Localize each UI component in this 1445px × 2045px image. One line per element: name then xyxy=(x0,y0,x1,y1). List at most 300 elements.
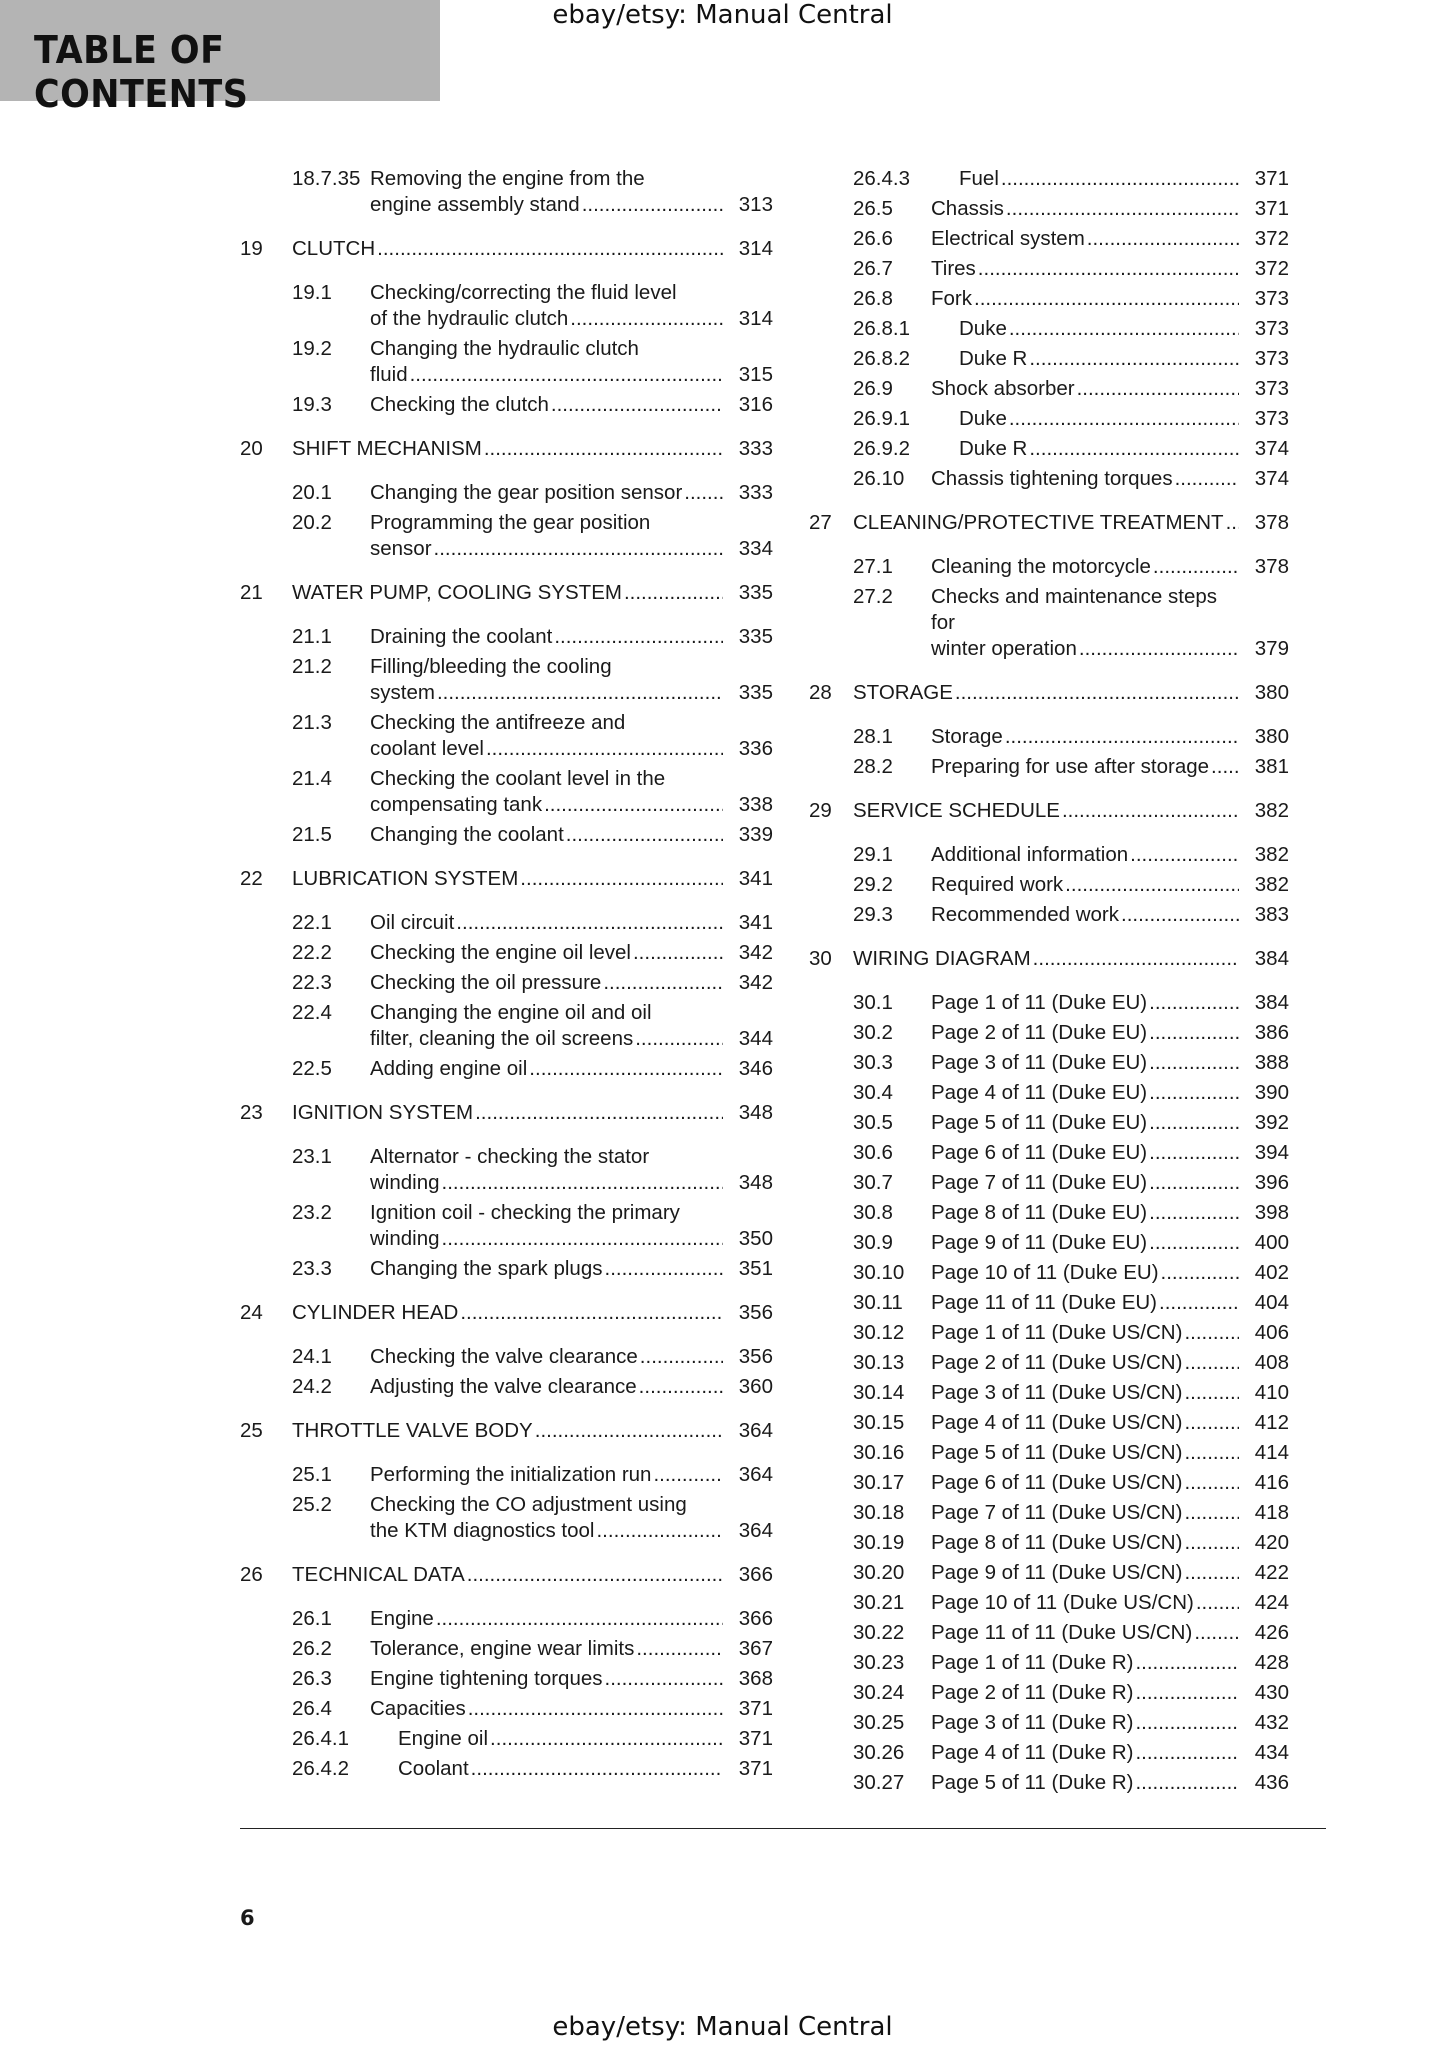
dot-leader xyxy=(570,306,723,332)
toc-section-entry[interactable] xyxy=(801,1170,1289,1196)
toc-entry-title: Engine xyxy=(370,1607,434,1630)
toc-entry-number: 30.22 xyxy=(853,1621,905,1644)
dot-leader xyxy=(1009,316,1239,342)
toc-entry-number: 22.2 xyxy=(292,941,332,964)
toc-entry-title: compensating tank xyxy=(370,793,543,816)
toc-chapter-entry[interactable] xyxy=(242,866,773,892)
toc-entry-number: 19.1 xyxy=(292,281,332,304)
toc-entry-page: 408 xyxy=(1254,1351,1289,1374)
dot-leader xyxy=(1033,946,1239,972)
toc-entry-number: 30.16 xyxy=(853,1441,905,1464)
toc-entry-page: 350 xyxy=(738,1227,773,1250)
dot-leader xyxy=(434,536,723,562)
dot-leader xyxy=(442,1226,723,1252)
toc-section-entry[interactable] xyxy=(801,1380,1289,1406)
toc-entry-title: SERVICE SCHEDULE xyxy=(853,799,1060,822)
toc-entry-title: Required work xyxy=(931,873,1064,896)
toc-entry-title: Page 1 of 11 (Duke US/CN) xyxy=(931,1321,1183,1344)
toc-entry-page: 378 xyxy=(1254,555,1289,578)
dot-leader xyxy=(554,624,723,650)
toc-entry-number: 24 xyxy=(240,1301,263,1324)
toc-entry-title: Checking the CO adjustment using xyxy=(370,1493,687,1516)
toc-entry-number: 26.4.1 xyxy=(292,1727,349,1750)
toc-section-entry[interactable] xyxy=(801,554,1289,580)
toc-chapter-entry[interactable] xyxy=(801,510,1289,536)
toc-section-entry[interactable] xyxy=(801,902,1289,928)
toc-section-entry[interactable] xyxy=(242,822,773,848)
dot-leader xyxy=(377,236,723,262)
dot-leader xyxy=(437,680,723,706)
dot-leader xyxy=(471,1756,723,1782)
toc-entry-number: 23.3 xyxy=(292,1257,332,1280)
toc-entry-title: Alternator - checking the stator xyxy=(370,1145,650,1168)
toc-section-entry[interactable] xyxy=(242,480,773,506)
toc-entry-number: 26.9.1 xyxy=(853,407,910,430)
dot-leader xyxy=(1196,1590,1239,1616)
toc-section-entry[interactable] xyxy=(801,584,1289,662)
dot-leader xyxy=(436,1606,723,1632)
toc-entry-number: 24.2 xyxy=(292,1375,332,1398)
dot-leader xyxy=(1211,754,1239,780)
toc-section-entry[interactable] xyxy=(801,1350,1289,1376)
toc-entry-title: Engine oil xyxy=(398,1727,489,1750)
toc-entry-title: Page 4 of 11 (Duke R) xyxy=(931,1741,1134,1764)
toc-entry-number: 30.4 xyxy=(853,1081,893,1104)
toc-left-column xyxy=(242,166,773,1782)
toc-section-entry[interactable] xyxy=(242,1374,773,1400)
toc-entry-title: Page 1 of 11 (Duke R) xyxy=(931,1651,1134,1674)
dot-leader xyxy=(639,1374,723,1400)
toc-entry-number: 22.5 xyxy=(292,1057,332,1080)
toc-entry-title: Checking the valve clearance xyxy=(370,1345,638,1368)
toc-section-entry[interactable] xyxy=(242,710,773,762)
toc-entry-title: Chassis tightening torques xyxy=(931,467,1173,490)
toc-entry-number: 30.5 xyxy=(853,1111,893,1134)
toc-entry-title: Storage xyxy=(931,725,1003,748)
toc-entry-page: 342 xyxy=(738,971,773,994)
dot-leader xyxy=(1077,376,1239,402)
toc-entry-number: 19 xyxy=(240,237,263,260)
toc-entry-number: 20 xyxy=(240,437,263,460)
toc-section-entry[interactable] xyxy=(801,436,1289,462)
toc-section-entry[interactable] xyxy=(242,1636,773,1662)
dot-leader xyxy=(456,910,723,936)
toc-entry-number: 30.24 xyxy=(853,1681,905,1704)
toc-entry-title: Preparing for use after storage xyxy=(931,755,1210,778)
dot-leader xyxy=(1184,1560,1239,1586)
toc-section-entry[interactable] xyxy=(242,1144,773,1196)
toc-entry-title: Capacities xyxy=(370,1697,466,1720)
dot-leader xyxy=(605,1666,723,1692)
toc-entry-number: 25.2 xyxy=(292,1493,332,1516)
toc-entry-page: 424 xyxy=(1254,1591,1289,1614)
toc-entry-page: 366 xyxy=(738,1563,773,1586)
dot-leader xyxy=(1184,1530,1239,1556)
toc-entry-title: Page 2 of 11 (Duke US/CN) xyxy=(931,1351,1183,1374)
toc-entry-page: 390 xyxy=(1254,1081,1289,1104)
toc-entry-page: 356 xyxy=(738,1345,773,1368)
toc-entry-number: 26.4.2 xyxy=(292,1757,349,1780)
dot-leader xyxy=(1135,1710,1239,1736)
dot-leader xyxy=(1149,1230,1239,1256)
toc-entry-number: 27.1 xyxy=(853,555,893,578)
toc-section-entry[interactable] xyxy=(801,376,1289,402)
toc-entry-page: 436 xyxy=(1254,1771,1289,1794)
toc-entry-title: winding xyxy=(370,1227,440,1250)
toc-section-entry[interactable] xyxy=(242,1756,773,1782)
toc-entry-title: Page 10 of 11 (Duke US/CN) xyxy=(931,1591,1194,1614)
toc-chapter-entry[interactable] xyxy=(242,236,773,262)
dot-leader xyxy=(1135,1680,1239,1706)
toc-entry-page: 314 xyxy=(738,307,773,330)
dot-leader xyxy=(653,1462,723,1488)
toc-entry-title: Draining the coolant xyxy=(370,625,553,648)
toc-entry-number: 20.2 xyxy=(292,511,332,534)
dot-leader xyxy=(490,1726,723,1752)
toc-section-entry[interactable] xyxy=(242,1462,773,1488)
toc-entry-title: Page 3 of 11 (Duke EU) xyxy=(931,1051,1148,1074)
toc-section-entry[interactable] xyxy=(801,1230,1289,1256)
dot-leader xyxy=(636,1636,723,1662)
dot-leader xyxy=(633,940,723,966)
toc-section-entry[interactable] xyxy=(801,990,1289,1016)
toc-entry-title: Cleaning the motorcycle xyxy=(931,555,1151,578)
toc-section-entry[interactable] xyxy=(801,1140,1289,1166)
toc-section-entry[interactable] xyxy=(242,1726,773,1752)
dot-leader xyxy=(467,1562,723,1588)
toc-entry-number: 30.1 xyxy=(853,991,893,1014)
toc-entry-number: 30.27 xyxy=(853,1771,905,1794)
toc-entry-title: Page 11 of 11 (Duke EU) xyxy=(931,1291,1158,1314)
toc-section-entry[interactable] xyxy=(801,842,1289,868)
toc-entry-number: 30.3 xyxy=(853,1051,893,1074)
toc-section-entry[interactable] xyxy=(242,1492,773,1544)
toc-entry-page: 374 xyxy=(1254,437,1289,460)
dot-leader xyxy=(624,580,723,606)
toc-section-entry[interactable] xyxy=(801,1530,1289,1556)
toc-entry-page: 341 xyxy=(738,867,773,890)
toc-entry-title: winding xyxy=(370,1171,440,1194)
toc-section-entry[interactable] xyxy=(242,1056,773,1082)
toc-entry-page: 384 xyxy=(1254,991,1289,1014)
toc-entry-number: 30.26 xyxy=(853,1741,905,1764)
toc-section-entry[interactable] xyxy=(242,1200,773,1252)
toc-section-entry[interactable] xyxy=(242,1666,773,1692)
dot-leader xyxy=(1184,1350,1239,1376)
toc-entry-title: TECHNICAL DATA xyxy=(292,1563,465,1586)
toc-entry-title: Page 2 of 11 (Duke R) xyxy=(931,1681,1134,1704)
toc-entry-number: 30.25 xyxy=(853,1711,905,1734)
dot-leader xyxy=(1009,406,1239,432)
dot-leader xyxy=(1159,1290,1239,1316)
toc-entry-title: Page 10 of 11 (Duke EU) xyxy=(931,1261,1159,1284)
toc-entry-number: 26.8.2 xyxy=(853,347,910,370)
toc-section-entry[interactable] xyxy=(801,406,1289,432)
dot-leader xyxy=(1184,1320,1239,1346)
toc-entry-page: 371 xyxy=(1254,167,1289,190)
toc-section-entry[interactable] xyxy=(801,1560,1289,1586)
toc-chapter-entry[interactable] xyxy=(242,1300,773,1326)
toc-entry-page: 432 xyxy=(1254,1711,1289,1734)
toc-entry-title: Page 8 of 11 (Duke US/CN) xyxy=(931,1531,1183,1554)
toc-entry-page: 316 xyxy=(738,393,773,416)
toc-entry-page: 426 xyxy=(1254,1621,1289,1644)
dot-leader xyxy=(1087,226,1239,252)
dot-leader xyxy=(1029,346,1239,372)
toc-entry-page: 382 xyxy=(1254,799,1289,822)
toc-entry-page: 373 xyxy=(1254,287,1289,310)
toc-entry-page: 379 xyxy=(1254,637,1289,660)
toc-entry-title: CYLINDER HEAD xyxy=(292,1301,459,1324)
toc-entry-number: 30.7 xyxy=(853,1171,893,1194)
toc-entry-number: 19.2 xyxy=(292,337,332,360)
toc-section-entry[interactable] xyxy=(242,1256,773,1282)
toc-section-entry[interactable] xyxy=(242,1000,773,1052)
toc-chapter-entry[interactable] xyxy=(801,946,1289,972)
dot-leader xyxy=(551,392,723,418)
toc-section-entry[interactable] xyxy=(801,872,1289,898)
toc-entry-title: Page 3 of 11 (Duke R) xyxy=(931,1711,1134,1734)
dot-leader xyxy=(529,1056,723,1082)
dot-leader xyxy=(582,192,723,218)
toc-chapter-entry[interactable] xyxy=(801,680,1289,706)
toc-entry-number: 21.4 xyxy=(292,767,332,790)
toc-entry-title: winter operation xyxy=(931,637,1077,660)
toc-entry-number: 30.11 xyxy=(853,1291,903,1314)
toc-section-entry[interactable] xyxy=(801,166,1289,192)
toc-entry-title: Checking the coolant level in the xyxy=(370,767,666,790)
toc-entry-number: 23.2 xyxy=(292,1201,332,1224)
toc-entry-page: 430 xyxy=(1254,1681,1289,1704)
toc-section-entry[interactable] xyxy=(801,754,1289,780)
toc-entry-number: 30.23 xyxy=(853,1651,905,1674)
toc-section-entry[interactable] xyxy=(801,1290,1289,1316)
toc-section-entry[interactable] xyxy=(801,226,1289,252)
toc-section-entry[interactable] xyxy=(801,1050,1289,1076)
toc-section-entry[interactable] xyxy=(801,1680,1289,1706)
toc-entry-title: Changing the gear position sensor xyxy=(370,481,683,504)
toc-section-entry[interactable] xyxy=(801,286,1289,312)
dot-leader xyxy=(1005,724,1239,750)
toc-entry-page: 315 xyxy=(738,363,773,386)
toc-section-entry[interactable] xyxy=(242,624,773,650)
toc-section-entry[interactable] xyxy=(242,1344,773,1370)
toc-entry-number: 30.19 xyxy=(853,1531,905,1554)
toc-entry-page: 388 xyxy=(1254,1051,1289,1074)
dot-leader xyxy=(1149,1020,1239,1046)
toc-chapter-entry[interactable] xyxy=(242,580,773,606)
toc-section-entry[interactable] xyxy=(801,256,1289,282)
toc-entry-title: Changing the coolant xyxy=(370,823,564,846)
toc-entry-page: 380 xyxy=(1254,681,1289,704)
toc-entry-title: CLUTCH xyxy=(292,237,376,260)
toc-section-entry[interactable] xyxy=(801,1080,1289,1106)
toc-entry-number: 26.8.1 xyxy=(853,317,910,340)
toc-section-entry[interactable] xyxy=(801,1440,1289,1466)
toc-chapter-entry[interactable] xyxy=(242,436,773,462)
toc-entry-page: 371 xyxy=(738,1727,773,1750)
toc-section-entry[interactable] xyxy=(801,1320,1289,1346)
toc-section-entry[interactable] xyxy=(242,510,773,562)
toc-entry-title: Page 6 of 11 (Duke US/CN) xyxy=(931,1471,1183,1494)
toc-chapter-entry[interactable] xyxy=(801,798,1289,824)
toc-entry-page: 314 xyxy=(738,237,773,260)
dot-leader xyxy=(978,256,1239,282)
toc-entry-number: 26.5 xyxy=(853,197,893,220)
toc-entry-page: 382 xyxy=(1254,873,1289,896)
toc-entry-title: Page 8 of 11 (Duke EU) xyxy=(931,1201,1148,1224)
toc-chapter-entry[interactable] xyxy=(242,1100,773,1126)
toc-entry-title: Checking the clutch xyxy=(370,393,549,416)
toc-entry-title: Checking the oil pressure xyxy=(370,971,602,994)
toc-section-entry[interactable] xyxy=(242,336,773,388)
toc-entry-page: 428 xyxy=(1254,1651,1289,1674)
toc-entry-page: 368 xyxy=(738,1667,773,1690)
toc-entry-title: Page 3 of 11 (Duke US/CN) xyxy=(931,1381,1183,1404)
toc-entry-number: 21.2 xyxy=(292,655,332,678)
toc-entry-page: 344 xyxy=(738,1027,773,1050)
toc-entry-page: 412 xyxy=(1254,1411,1289,1434)
toc-entry-page: 414 xyxy=(1254,1441,1289,1464)
toc-entry-page: 418 xyxy=(1254,1501,1289,1524)
toc-chapter-entry[interactable] xyxy=(242,1562,773,1588)
toc-entry-title: STORAGE xyxy=(853,681,953,704)
toc-entry-number: 30.13 xyxy=(853,1351,905,1374)
toc-section-entry[interactable] xyxy=(242,970,773,996)
toc-entry-number: 28 xyxy=(809,681,832,704)
toc-section-entry[interactable] xyxy=(242,766,773,818)
dot-leader xyxy=(974,286,1239,312)
toc-entry-page: 371 xyxy=(738,1697,773,1720)
toc-entry-page: 373 xyxy=(1254,407,1289,430)
toc-entry-number: 30.9 xyxy=(853,1231,893,1254)
toc-entry-number: 24.1 xyxy=(292,1345,332,1368)
toc-entry-page: 371 xyxy=(738,1757,773,1780)
dot-leader xyxy=(1029,436,1239,462)
toc-entry-number: 30.15 xyxy=(853,1411,905,1434)
toc-right-column xyxy=(801,166,1289,1796)
toc-entry-title: WIRING DIAGRAM xyxy=(853,947,1031,970)
toc-entry-page: 364 xyxy=(738,1463,773,1486)
toc-entry-title: Removing the engine from the xyxy=(370,167,645,190)
toc-chapter-entry[interactable] xyxy=(242,1418,773,1444)
toc-section-entry[interactable] xyxy=(801,1200,1289,1226)
toc-section-entry[interactable] xyxy=(242,654,773,706)
dot-leader xyxy=(1153,554,1239,580)
toc-section-entry[interactable] xyxy=(801,1470,1289,1496)
toc-entry-title: Performing the initialization run xyxy=(370,1463,652,1486)
toc-entry-title: Ignition coil - checking the primary xyxy=(370,1201,680,1224)
toc-section-entry[interactable] xyxy=(801,316,1289,342)
toc-entry-title: Page 9 of 11 (Duke US/CN) xyxy=(931,1561,1183,1584)
toc-entry-number: 22 xyxy=(240,867,263,890)
dot-leader xyxy=(1149,1080,1239,1106)
toc-section-entry[interactable] xyxy=(801,724,1289,750)
dot-leader xyxy=(484,436,723,462)
toc-section-entry[interactable] xyxy=(242,280,773,332)
toc-section-entry[interactable] xyxy=(801,1110,1289,1136)
toc-entry-page: 384 xyxy=(1254,947,1289,970)
toc-section-entry[interactable] xyxy=(801,1260,1289,1286)
toc-entry-title: Duke xyxy=(959,317,1007,340)
dot-leader xyxy=(475,1100,723,1126)
toc-entry-page: 406 xyxy=(1254,1321,1289,1344)
toc-entry-title: Engine tightening torques xyxy=(370,1667,603,1690)
toc-entry-page: 373 xyxy=(1254,347,1289,370)
toc-entry-title: of the hydraulic clutch xyxy=(370,307,569,330)
toc-entry-page: 335 xyxy=(738,625,773,648)
toc-section-entry[interactable] xyxy=(801,196,1289,222)
dot-leader xyxy=(1149,1050,1239,1076)
toc-entry-title: Page 1 of 11 (Duke EU) xyxy=(931,991,1148,1014)
toc-entry-number: 27.2 xyxy=(853,585,893,608)
toc-entry-number: 30.10 xyxy=(853,1261,905,1284)
watermark-bottom: ebay/etsy: Manual Central xyxy=(552,2012,893,2042)
toc-entry-title: filter, cleaning the oil screens xyxy=(370,1027,634,1050)
toc-entry-number: 26.1 xyxy=(292,1607,332,1630)
toc-section-entry[interactable] xyxy=(242,1696,773,1722)
toc-entry-title: Page 5 of 11 (Duke EU) xyxy=(931,1111,1148,1134)
toc-entry-page: 373 xyxy=(1254,317,1289,340)
toc-section-entry[interactable] xyxy=(242,1606,773,1632)
toc-entry-page: 371 xyxy=(1254,197,1289,220)
toc-section-entry[interactable] xyxy=(801,1410,1289,1436)
toc-entry-title: sensor xyxy=(370,537,432,560)
toc-section-entry[interactable] xyxy=(242,940,773,966)
toc-entry-number: 26.2 xyxy=(292,1637,332,1660)
toc-section-entry[interactable] xyxy=(242,392,773,418)
toc-entry-number: 30.2 xyxy=(853,1021,893,1044)
toc-section-entry[interactable] xyxy=(242,910,773,936)
toc-section-entry[interactable] xyxy=(801,1590,1289,1616)
dot-leader xyxy=(1184,1500,1239,1526)
toc-section-entry[interactable] xyxy=(801,1500,1289,1526)
toc-entry-page: 372 xyxy=(1254,257,1289,280)
toc-entry-page: 420 xyxy=(1254,1531,1289,1554)
toc-entry-title: Additional information xyxy=(931,843,1129,866)
toc-entry-title: Shock absorber xyxy=(931,377,1075,400)
toc-section-entry[interactable] xyxy=(801,1740,1289,1766)
toc-entry-number: 21.3 xyxy=(292,711,332,734)
toc-entry-page: 333 xyxy=(738,437,773,460)
toc-section-entry[interactable] xyxy=(801,1650,1289,1676)
toc-entry-number: 26.10 xyxy=(853,467,905,490)
toc-entry-number: 30.20 xyxy=(853,1561,905,1584)
toc-section-entry[interactable] xyxy=(801,1020,1289,1046)
page-number: 6 xyxy=(240,1906,255,1930)
dot-leader xyxy=(603,970,723,996)
toc-entry-number: 26.7 xyxy=(853,257,893,280)
toc-entry-page: 396 xyxy=(1254,1171,1289,1194)
toc-entry-number: 22.1 xyxy=(292,911,332,934)
toc-entry-title: Duke R xyxy=(959,347,1028,370)
toc-section-entry[interactable] xyxy=(801,1620,1289,1646)
toc-section-entry[interactable] xyxy=(801,346,1289,372)
toc-entry-number: 26.3 xyxy=(292,1667,332,1690)
toc-section-entry[interactable] xyxy=(801,1770,1289,1796)
dot-leader xyxy=(1149,1170,1239,1196)
toc-section-entry[interactable] xyxy=(242,166,773,218)
toc-section-entry[interactable] xyxy=(801,1710,1289,1736)
toc-entry-page: 382 xyxy=(1254,843,1289,866)
dot-leader xyxy=(1135,1650,1239,1676)
toc-entry-number: 30 xyxy=(809,947,832,970)
dot-leader xyxy=(1135,1770,1239,1796)
toc-entry-number: 26.4.3 xyxy=(853,167,910,190)
toc-section-entry[interactable] xyxy=(801,466,1289,492)
dot-leader xyxy=(1006,196,1239,222)
toc-entry-page: 378 xyxy=(1254,511,1289,534)
